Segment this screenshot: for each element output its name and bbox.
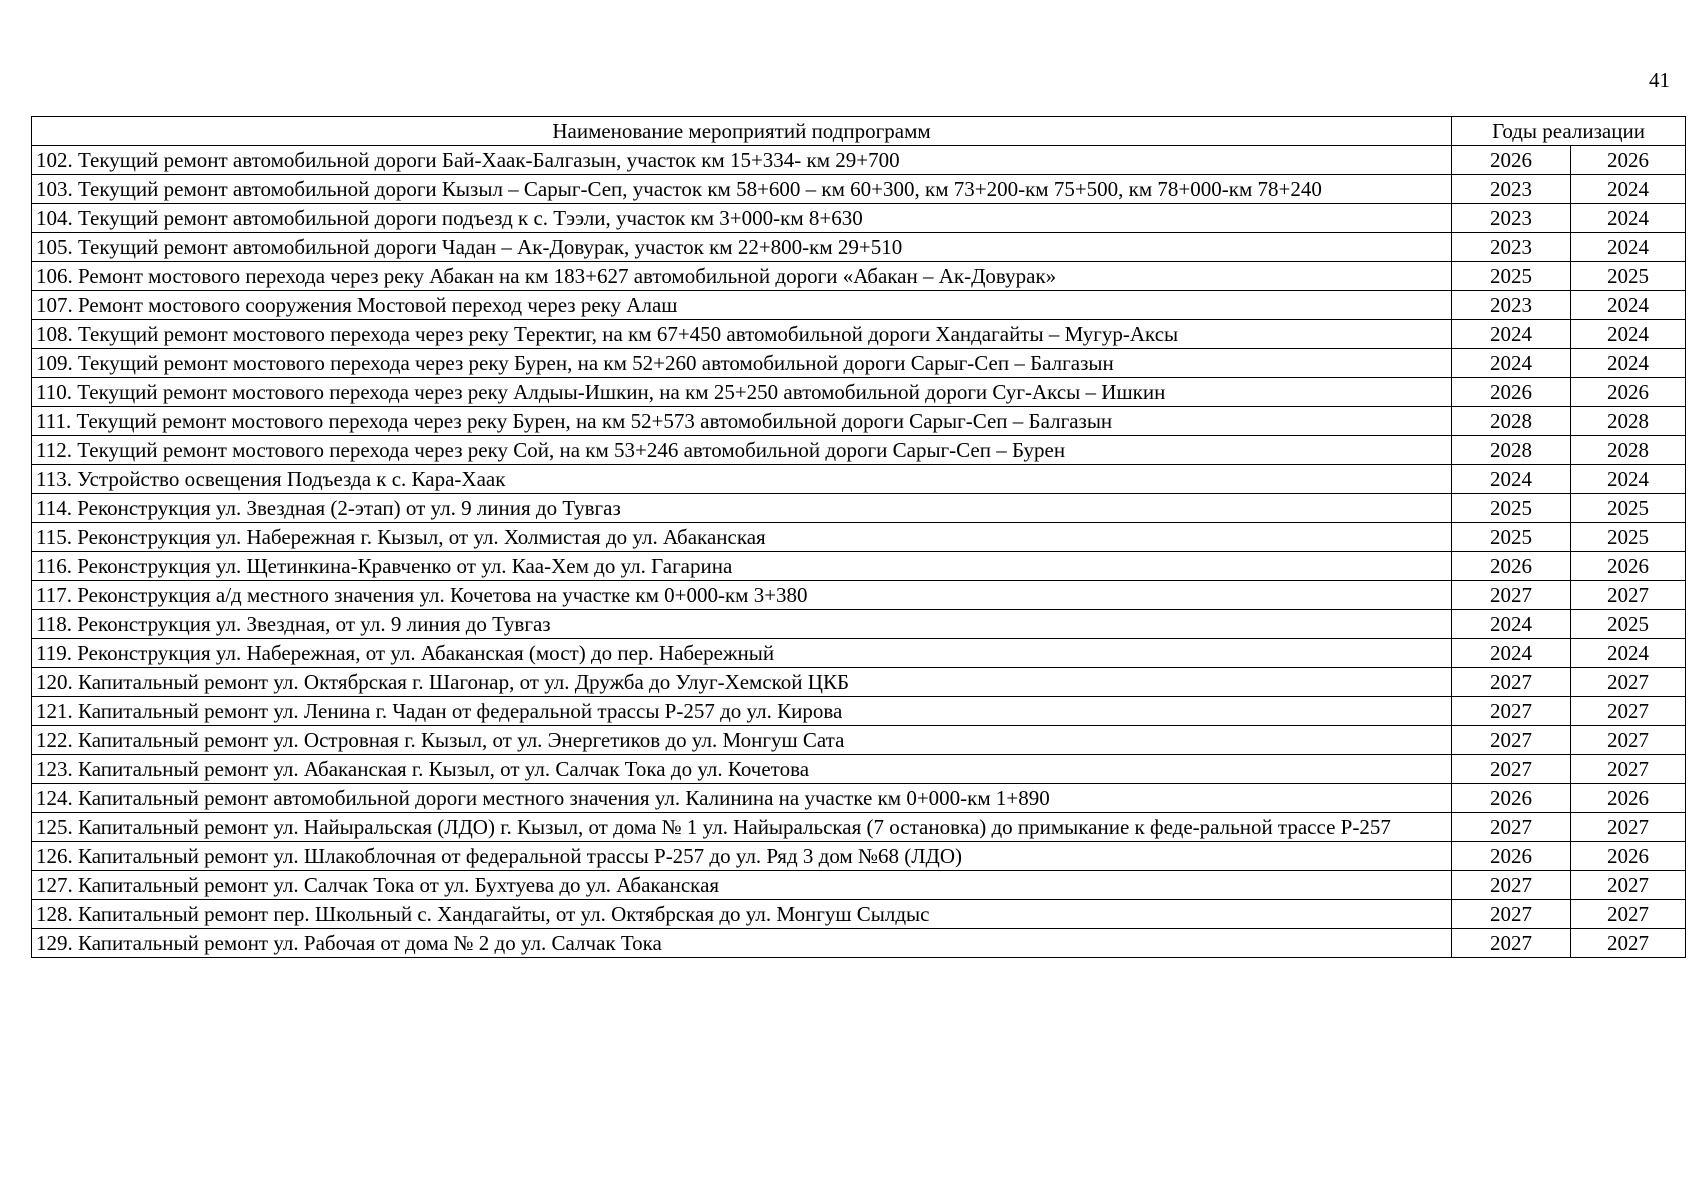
start-year-cell: 2025 — [1452, 523, 1571, 552]
start-year-cell: 2027 — [1452, 697, 1571, 726]
end-year-cell: 2027 — [1571, 755, 1686, 784]
table-row — [32, 494, 1686, 523]
table-row — [32, 871, 1686, 900]
end-year-cell: 2024 — [1571, 465, 1686, 494]
table-row — [32, 291, 1686, 320]
table-row — [32, 523, 1686, 552]
start-year-cell: 2023 — [1452, 204, 1571, 233]
measure-name-cell: 125. Капитальный ремонт ул. Найыральская (ЛДО) г. Кызыл, от дома № 1 ул. Найыральская (7 остановка) до примыкание к феде-ральной трассе Р-257 — [32, 813, 1452, 842]
start-year-cell: 2027 — [1452, 755, 1571, 784]
table-row — [32, 726, 1686, 755]
start-year-cell: 2024 — [1452, 639, 1571, 668]
measure-name-cell: 122. Капитальный ремонт ул. Островная г. Кызыл, от ул. Энергетиков до ул. Монгуш Сата — [32, 726, 1452, 755]
measure-name-cell: 108. Текущий ремонт мостового перехода через реку Теректиг, на км 67+450 автомобильной дороги Хандагайты – Мугур-Аксы — [32, 320, 1452, 349]
table-row — [32, 378, 1686, 407]
measure-name-cell: 116. Реконструкция ул. Щетинкина-Кравченко от ул. Каа-Хем до ул. Гагарина — [32, 552, 1452, 581]
table-row — [32, 436, 1686, 465]
measure-name-cell: 129. Капитальный ремонт ул. Рабочая от дома № 2 до ул. Салчак Тока — [32, 929, 1452, 958]
measure-name-cell: 107. Ремонт мостового сооружения Мостовой переход через реку Алаш — [32, 291, 1452, 320]
end-year-cell: 2027 — [1571, 813, 1686, 842]
measure-name-cell: 124. Капитальный ремонт автомобильной дороги местного значения ул. Калинина на участке км 0+000-км 1+890 — [32, 784, 1452, 813]
end-year-cell: 2026 — [1571, 842, 1686, 871]
start-year-cell: 2027 — [1452, 581, 1571, 610]
measure-name-cell: 111. Текущий ремонт мостового перехода через реку Бурен, на км 52+573 автомобильной дороги Сарыг-Сеп – Балгазын — [32, 407, 1452, 436]
start-year-cell: 2023 — [1452, 291, 1571, 320]
end-year-cell: 2028 — [1571, 407, 1686, 436]
end-year-cell: 2027 — [1571, 581, 1686, 610]
end-year-cell: 2027 — [1571, 668, 1686, 697]
end-year-cell: 2027 — [1571, 900, 1686, 929]
end-year-cell: 2025 — [1571, 523, 1686, 552]
end-year-cell: 2024 — [1571, 349, 1686, 378]
table-row — [32, 697, 1686, 726]
table-row — [32, 262, 1686, 291]
measure-name-cell: 103. Текущий ремонт автомобильной дороги Кызыл – Сарыг-Сеп, участок км 58+600 – км 60+300, км 73+200-км 75+500, км 78+000-км 78+240 — [32, 175, 1452, 204]
table-row — [32, 668, 1686, 697]
table-row — [32, 233, 1686, 262]
end-year-cell: 2027 — [1571, 871, 1686, 900]
measure-name-cell: 120. Капитальный ремонт ул. Октябрская г. Шагонар, от ул. Дружба до Улуг-Хемской ЦКБ — [32, 668, 1452, 697]
end-year-cell: 2026 — [1571, 146, 1686, 175]
start-year-cell: 2026 — [1452, 784, 1571, 813]
table-row — [32, 755, 1686, 784]
table-row — [32, 146, 1686, 175]
measures-table — [31, 116, 1686, 958]
table-row — [32, 465, 1686, 494]
start-year-cell: 2026 — [1452, 146, 1571, 175]
start-year-cell: 2024 — [1452, 465, 1571, 494]
start-year-cell: 2026 — [1452, 552, 1571, 581]
table-row — [32, 349, 1686, 378]
end-year-cell: 2024 — [1571, 204, 1686, 233]
start-year-cell: 2025 — [1452, 494, 1571, 523]
table-row — [32, 581, 1686, 610]
start-year-cell: 2024 — [1452, 349, 1571, 378]
end-year-cell: 2024 — [1571, 233, 1686, 262]
measure-name-cell: 102. Текущий ремонт автомобильной дороги Бай-Хаак-Балгазын, участок км 15+334- км 29+700 — [32, 146, 1452, 175]
table-body — [32, 146, 1686, 958]
start-year-cell: 2028 — [1452, 436, 1571, 465]
measure-name-cell: 127. Капитальный ремонт ул. Салчак Тока от ул. Бухтуева до ул. Абаканская — [32, 871, 1452, 900]
table-row — [32, 639, 1686, 668]
start-year-cell: 2024 — [1452, 320, 1571, 349]
measure-name-cell: 112. Текущий ремонт мостового перехода через реку Сой, на км 53+246 автомобильной дороги Сарыг-Сеп – Бурен — [32, 436, 1452, 465]
measure-name-cell: 121. Капитальный ремонт ул. Ленина г. Чадан от федеральной трассы Р-257 до ул. Кирова — [32, 697, 1452, 726]
start-year-cell: 2023 — [1452, 233, 1571, 262]
table-row — [32, 552, 1686, 581]
end-year-cell: 2025 — [1571, 610, 1686, 639]
end-year-cell: 2025 — [1571, 262, 1686, 291]
measure-name-cell: 109. Текущий ремонт мостового перехода через реку Бурен, на км 52+260 автомобильной дороги Сарыг-Сеп – Балгазын — [32, 349, 1452, 378]
start-year-cell: 2026 — [1452, 378, 1571, 407]
table-row — [32, 842, 1686, 871]
end-year-cell: 2024 — [1571, 175, 1686, 204]
end-year-cell: 2026 — [1571, 784, 1686, 813]
end-year-cell: 2024 — [1571, 639, 1686, 668]
start-year-cell: 2025 — [1452, 262, 1571, 291]
start-year-cell: 2026 — [1452, 842, 1571, 871]
end-year-cell: 2028 — [1571, 436, 1686, 465]
start-year-cell: 2023 — [1452, 175, 1571, 204]
start-year-cell: 2027 — [1452, 726, 1571, 755]
measure-name-cell: 126. Капитальный ремонт ул. Шлакоблочная от федеральной трассы Р-257 до ул. Ряд 3 дом №68 (ЛДО) — [32, 842, 1452, 871]
measure-name-cell: 113. Устройство освещения Подъезда к с. Кара-Хаак — [32, 465, 1452, 494]
table-row — [32, 320, 1686, 349]
table-row — [32, 204, 1686, 233]
measure-name-cell: 118. Реконструкция ул. Звездная, от ул. 9 линия до Тувгаз — [32, 610, 1452, 639]
end-year-cell: 2025 — [1571, 494, 1686, 523]
table-row — [32, 610, 1686, 639]
table-row — [32, 175, 1686, 204]
header-measures-name: Наименование мероприятий подпрограмм — [32, 117, 1452, 146]
measure-name-cell: 115. Реконструкция ул. Набережная г. Кызыл, от ул. Холмистая до ул. Абаканская — [32, 523, 1452, 552]
measure-name-cell: 117. Реконструкция а/д местного значения ул. Кочетова на участке км 0+000-км 3+380 — [32, 581, 1452, 610]
measure-name-cell: 123. Капитальный ремонт ул. Абаканская г. Кызыл, от ул. Салчак Тока до ул. Кочетова — [32, 755, 1452, 784]
measure-name-cell: 104. Текущий ремонт автомобильной дороги подъезд к с. Тээли, участок км 3+000-км 8+630 — [32, 204, 1452, 233]
table-row — [32, 407, 1686, 436]
start-year-cell: 2028 — [1452, 407, 1571, 436]
measure-name-cell: 114. Реконструкция ул. Звездная (2-этап) от ул. 9 линия до Тувгаз — [32, 494, 1452, 523]
measure-name-cell: 106. Ремонт мостового перехода через реку Абакан на км 183+627 автомобильной дороги «Абакан – Ак-Довурак» — [32, 262, 1452, 291]
header-implementation-years: Годы реализации — [1452, 117, 1686, 146]
measure-name-cell: 119. Реконструкция ул. Набережная, от ул. Абаканская (мост) до пер. Набережный — [32, 639, 1452, 668]
start-year-cell: 2024 — [1452, 610, 1571, 639]
measure-name-cell: 105. Текущий ремонт автомобильной дороги Чадан – Ак-Довурак, участок км 22+800-км 29+510 — [32, 233, 1452, 262]
start-year-cell: 2027 — [1452, 900, 1571, 929]
table-row — [32, 929, 1686, 958]
end-year-cell: 2024 — [1571, 320, 1686, 349]
end-year-cell: 2024 — [1571, 291, 1686, 320]
end-year-cell: 2027 — [1571, 726, 1686, 755]
end-year-cell: 2026 — [1571, 378, 1686, 407]
end-year-cell: 2027 — [1571, 697, 1686, 726]
table-header-row — [32, 117, 1686, 146]
start-year-cell: 2027 — [1452, 813, 1571, 842]
table-row — [32, 900, 1686, 929]
end-year-cell: 2026 — [1571, 552, 1686, 581]
page-number: 41 — [1649, 68, 1670, 92]
table-row — [32, 784, 1686, 813]
start-year-cell: 2027 — [1452, 929, 1571, 958]
end-year-cell: 2027 — [1571, 929, 1686, 958]
table-row — [32, 813, 1686, 842]
start-year-cell: 2027 — [1452, 668, 1571, 697]
start-year-cell: 2027 — [1452, 871, 1571, 900]
measure-name-cell: 110. Текущий ремонт мостового перехода через реку Алдыы-Ишкин, на км 25+250 автомобильной дороги Суг-Аксы – Ишкин — [32, 378, 1452, 407]
measure-name-cell: 128. Капитальный ремонт пер. Школьный с. Хандагайты, от ул. Октябрская до ул. Монгуш Сылдыс — [32, 900, 1452, 929]
